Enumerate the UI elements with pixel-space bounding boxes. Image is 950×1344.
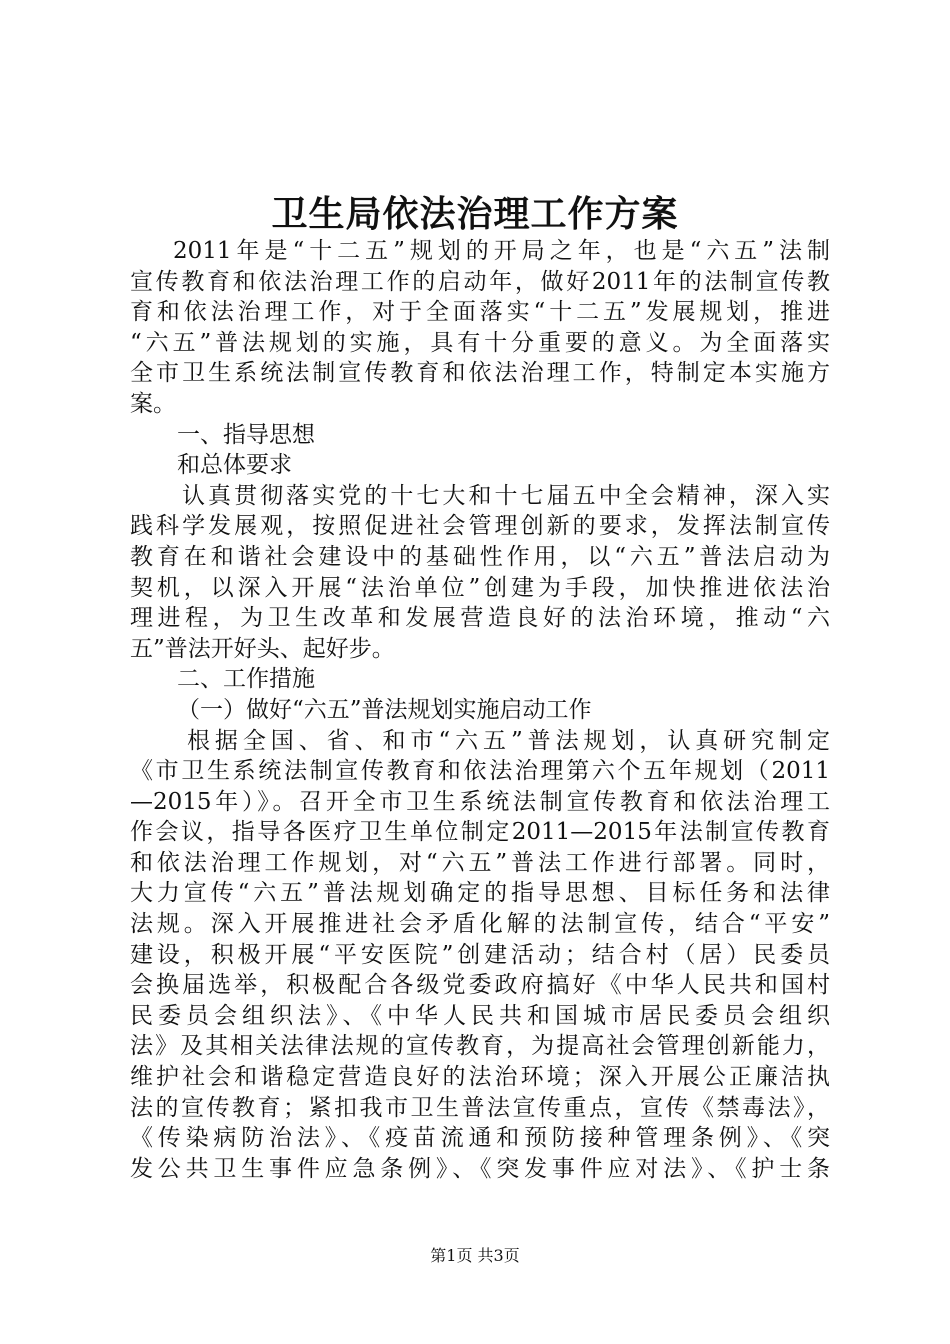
paragraph-line: 2011年是“十二五”规划的开局之年，也是“六五”法制 — [173, 238, 830, 264]
paragraph-line: （一）做好“六五”普法规划实施启动工作 — [177, 696, 592, 723]
paragraph-line: 和依法治理工作规划，对“六五”普法工作进行部署。同时， — [130, 849, 830, 876]
paragraph-line: 理进程，为卫生改革和发展营造良好的法治环境，推动“六 — [130, 605, 830, 632]
paragraph-line: 作会议，指导各医疗卫生单位制定2011—2015年法制宣传教育 — [130, 819, 830, 846]
paragraph-line: 《市卫生系统法制宣传教育和依法治理第六个五年规划（2011 — [130, 758, 830, 785]
paragraph-line: 建设，积极开展“平安医院”创建活动；结合村（居）民委员 — [130, 941, 830, 968]
paragraph-line: 五”普法开好头、起好步。 — [130, 635, 395, 662]
paragraph-line: 根据全国、省、和市“六五”普法规划，认真研究制定 — [187, 727, 830, 754]
paragraph-line: “六五”普法规划的实施，具有十分重要的意义。为全面落实 — [130, 329, 830, 356]
page-footer: 第1页 共3页 — [430, 1246, 520, 1265]
paragraph-line: 认真贯彻落实党的十七大和十七届五中全会精神，深入实 — [182, 482, 830, 509]
paragraph-line: 法》及其相关法律法规的宣传教育，为提高社会管理创新能力， — [130, 1033, 830, 1060]
paragraph-line: —2015年）》。召开全市卫生系统法制宣传教育和依法治理工 — [130, 788, 830, 815]
paragraph-line: 《传染病防治法》、《疫苗流通和预防接种管理条例》、《突 — [130, 1125, 830, 1152]
paragraph-line: 和总体要求 — [177, 452, 292, 479]
paragraph-line: 践科学发展观，按照促进社会管理创新的要求，发挥法制宣传 — [130, 513, 830, 540]
paragraph-line: 大力宣传“六五”普法规划确定的指导思想、目标任务和法律 — [130, 880, 830, 907]
paragraph-line: 发公共卫生事件应急条例》、《突发事件应对法》、《护士条 — [130, 1155, 830, 1182]
paragraph-line: 宣传教育和依法治理工作的启动年，做好2011年的法制宣传教 — [130, 268, 830, 295]
paragraph-line: 育和依法治理工作，对于全面落实“十二五”发展规划，推进 — [130, 299, 830, 326]
paragraph-line: 二、工作措施 — [177, 666, 315, 693]
paragraph-line: 全市卫生系统法制宣传教育和依法治理工作，特制定本实施方 — [130, 360, 830, 387]
paragraph-line: 会换届选举，积极配合各级党委政府搞好《中华人民共和国村 — [130, 972, 830, 999]
paragraph-line: 法的宣传教育；紧扣我市卫生普法宣传重点，宣传《禁毒法》， — [130, 1094, 830, 1121]
document-title: 卫生局依法治理工作方案 — [271, 193, 679, 235]
paragraph-line: 契机，以深入开展“法治单位”创建为手段，加快推进依法治 — [130, 574, 830, 601]
paragraph-line: 维护社会和谐稳定营造良好的法治环境；深入开展公正廉洁执 — [130, 1064, 830, 1091]
document-body — [130, 236, 830, 1184]
paragraph-line: 案。 — [130, 390, 176, 417]
paragraph-line: 教育在和谐社会建设中的基础性作用，以“六五”普法启动为 — [130, 543, 830, 570]
paragraph-line: 法规。深入开展推进社会矛盾化解的法制宣传，结合“平安” — [130, 911, 830, 938]
paragraph-line: 民委员会组织法》、《中华人民共和国城市居民委员会组织 — [130, 1002, 830, 1029]
paragraph-line: 一、指导思想 — [177, 421, 315, 448]
